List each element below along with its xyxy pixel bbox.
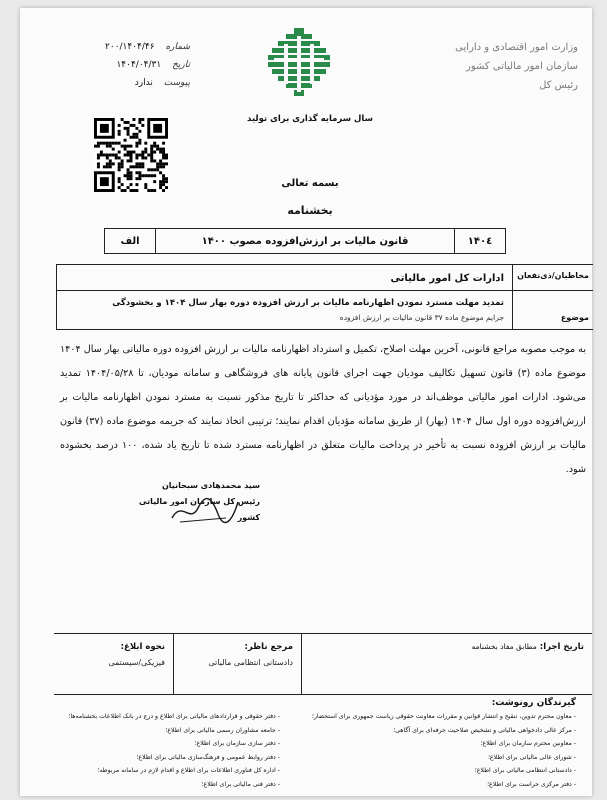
recipient-item: - دفتر سازی سازمان برای اطلاع؛ <box>194 740 280 747</box>
recipients-title: گیرندگان رونوشت: <box>491 698 576 708</box>
ref-code: الف <box>120 235 140 247</box>
attachment-value: ندارد <box>134 78 153 88</box>
header-table <box>56 264 593 330</box>
document-type: بخشنامه <box>287 204 333 217</box>
signer-title: رئیس کل سازمان امور مالیاتی کشور <box>138 497 260 522</box>
recipients-list-left <box>50 710 280 791</box>
subject-label: موضوع <box>560 313 589 322</box>
subject-line-1: تمدید مهلت مسترد نمودن اظهارنامه مالیات بر ارزش افزوده دوره بهار سال ۱۴۰۴ و بخشودگی <box>112 298 504 308</box>
recipient-item: - دفتر مرکزی حراست برای اطلاع؛ <box>487 780 576 788</box>
date-label: تاریخ <box>172 60 190 70</box>
body-text: به موجب مصوبه مراجع قانونی، آخرین مهلت اصلاح، تکمیل و استرداد اظهارنامه مالیات بر ارزش افزوده دوره مالیاتی بهار سال ۱۴۰۴ موضوع ماده (۳) قانون تسهیل تکالیف مودیان جهت اجرای قانون پایانه های فروشگاهی و سامانه مودیان، تا ۱۴۰۴/۰۵/۲۸ تمدید می‌شود. ادارات امور مالیاتی موظف‌اند در مورد مؤدیانی که حداکثر تا تاریخ مذکور نسبت به مسترد نمودن اظهارنامه مالیات بر ارزش‌افزوده دوره اول سال ۱۴۰۴ (بهار) از طریق سامانه مؤدیان اقدام نمایند؛ ترتیبی اتخاذ نمایند که جریمه موضوع ماده (۳۷) قانون مالیات بر ارزش افزوده نسبت به تأخیر در پرداخت مالیات متعلق در اظهارنامه مسترد شده تا تاریخ یاد شده، ۱۰۰ درصد بخشوده شود. <box>60 344 586 475</box>
attachment-label: پیوست <box>163 78 190 88</box>
exec-date-label: تاریخ اجرا: <box>539 642 584 652</box>
subject-line-2: جرایم موضوع ماده ۳۷ قانون مالیات بر ارزش افزوده <box>339 313 504 322</box>
supervisor-block <box>183 634 302 694</box>
letter-page <box>20 8 592 796</box>
org-header <box>438 38 578 95</box>
audience-value: ادارات کل امور مالیاتی <box>57 265 513 290</box>
org-line-1: وزارت امور اقتصادی و دارایی <box>455 42 578 53</box>
letter-number-row <box>80 38 190 56</box>
notify-label: نحوه ابلاغ: <box>120 642 165 652</box>
recipient-item: - دفتر فنی مالیاتی برای اطلاع؛ <box>201 780 280 788</box>
audience-label: مخاطبان/ذی‌نفعان <box>517 271 589 280</box>
letter-meta <box>80 38 190 92</box>
recipient-item: - جامعه مشاوران رسمی مالیاتی برای اطلاع؛ <box>165 726 280 734</box>
ref-year: ۱۴۰٤ <box>454 229 505 253</box>
audience-row <box>57 265 593 291</box>
recipient-item: - دفتر روابط عمومی و فرهنگ‌سازی مالیاتی برای اطلاع؛ <box>136 753 280 761</box>
number-value: ۲۰۰/۱۴۰۴/۴۶ <box>104 42 155 52</box>
notify-value: فیزیکی/سیستمی <box>108 658 165 667</box>
letter-attachment-row <box>80 74 190 92</box>
recipient-item: - دفتر حقوقی و قراردادهای مالیاتی برای اطلاع و درج در بانک اطلاعات بخشنامه‌ها؛ <box>68 713 280 720</box>
basmala: بسمه تعالی <box>281 178 339 189</box>
ref-title: قانون مالیات بر ارزش‌افزوده مصوب ۱۴۰۰ <box>155 229 454 253</box>
supervisor-value: دادستانی انتظامی مالیاتی <box>208 658 293 667</box>
year-slogan: سال سرمایه گذاری برای تولید <box>247 114 373 124</box>
notify-block <box>65 634 174 694</box>
letter-date-row <box>80 56 190 74</box>
recipient-item: - معاونین محترم سازمان برای اطلاع؛ <box>480 740 576 747</box>
recipient-item: - اداره کل فناوری اطلاعات برای اطلاع و اقدام لازم در سامانه مربوطه؛ <box>97 767 280 774</box>
handwritten-signature <box>168 494 240 526</box>
recipient-item: - دادستانی انتظامی مالیاتی برای اطلاع؛ <box>474 767 576 774</box>
subject-row <box>57 291 593 329</box>
footer-box <box>54 633 592 695</box>
qr-code[interactable] <box>94 118 168 192</box>
org-line-2: سازمان امور مالیاتی کشور <box>466 61 578 72</box>
signer-name: سید محمدهادی سبحانیان <box>161 481 260 490</box>
number-label: شماره <box>165 42 190 52</box>
exec-date-value: مطابق مفاد بخشنامه <box>471 642 537 651</box>
exec-date-row <box>364 642 584 652</box>
recipient-item: - معاون محترم تدوین، تنقیح و انتشار قوانین و مقررات معاونت حقوقی ریاست جمهوری برای استحضار؛ <box>311 713 576 720</box>
reference-box <box>104 228 506 254</box>
date-value: ۱۴۰۴/۰۴/۳۱ <box>116 60 162 70</box>
recipient-item: - شورای عالی مالیاتی برای اطلاع؛ <box>487 753 576 761</box>
subject-value <box>57 291 513 329</box>
exec-date-block <box>364 634 584 694</box>
recipient-item: - مرکز عالی دادخواهی مالیاتی و تشخیص صلاحیت حرفه‌ای برای آگاهی؛ <box>393 726 576 734</box>
emblem-logo <box>268 28 330 104</box>
org-line-3: رئیس کل <box>539 80 578 91</box>
supervisor-label: مرجع ناظر: <box>244 642 293 652</box>
recipients-list-right <box>306 710 576 791</box>
